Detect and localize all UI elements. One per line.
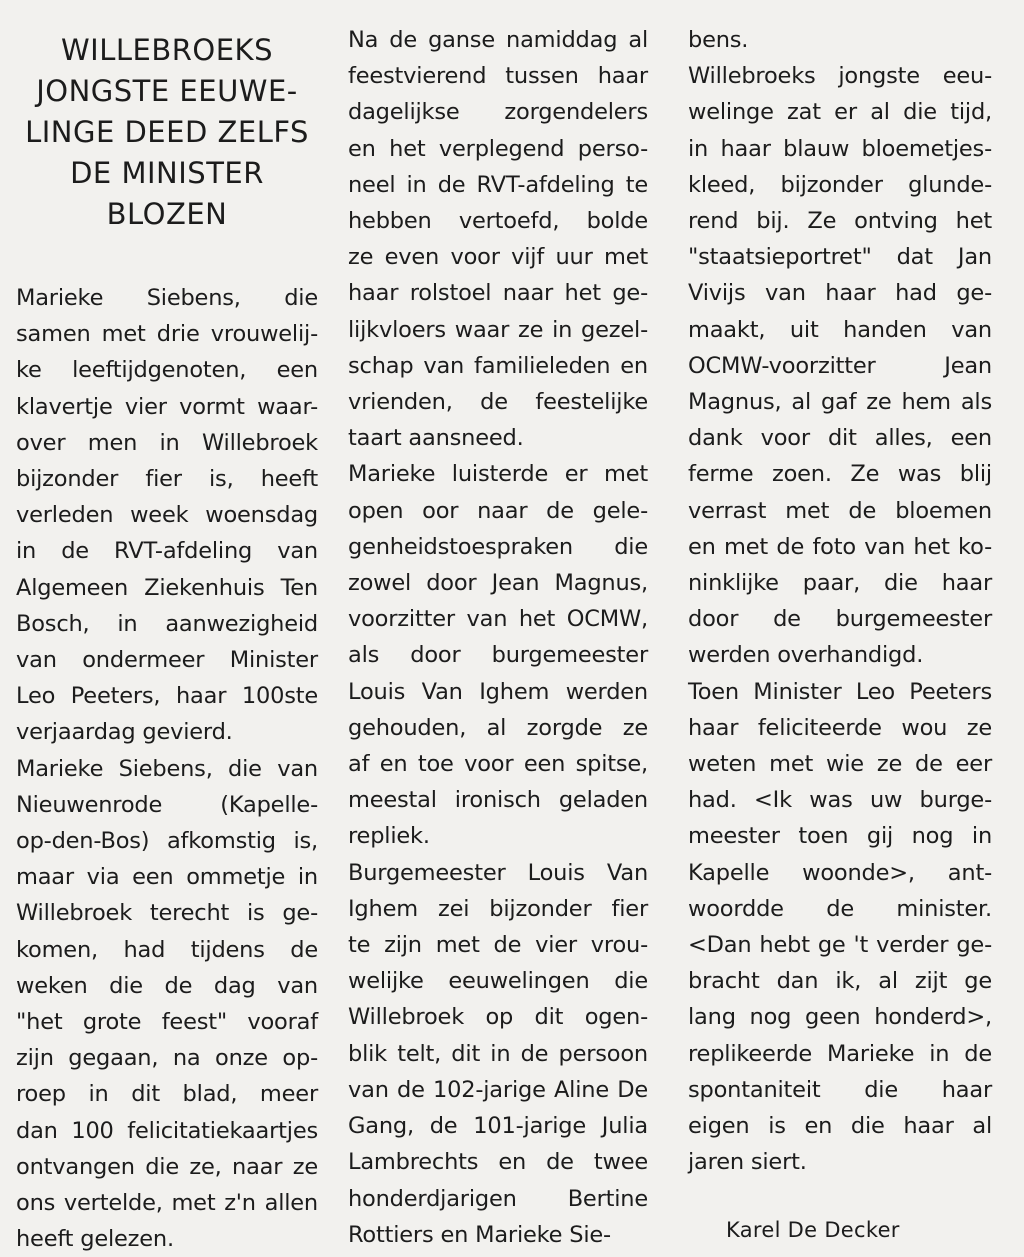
- text-line: blik telt, dit in de persoon: [348, 1040, 648, 1067]
- text-line: jaren siert.: [688, 1149, 807, 1176]
- text-line: bens.: [688, 27, 749, 53]
- text-line: gehouden, al zorgde ze: [348, 714, 648, 741]
- text-line: welinge zat er al die tijd,: [688, 99, 992, 126]
- text-line: af en toe voor een spitse,: [348, 751, 648, 778]
- text-line: bracht dan ik, al zijt ge: [688, 968, 992, 995]
- text-line: Magnus, al gaf ze hem als: [688, 389, 992, 416]
- column-1: [16, 22, 318, 1257]
- article-paragraph: [16, 280, 318, 751]
- text-line: te zijn met de vier vrou-: [348, 932, 648, 959]
- text-line: verjaardag gevierd.: [16, 719, 233, 746]
- text-line: maar via een ommetje in: [16, 864, 318, 891]
- text-line: woordde de minister.: [688, 895, 992, 922]
- headline-line: WILLEBROEKS: [61, 33, 273, 67]
- text-line: rend bij. Ze ontving het: [688, 208, 992, 235]
- text-line: Leo Peeters, haar 100ste: [16, 683, 318, 710]
- text-line: Rottiers en Marieke Sie-: [348, 1221, 611, 1248]
- text-line: heeft gelezen.: [16, 1226, 174, 1253]
- text-line: verrast met de bloemen: [688, 497, 992, 524]
- article-paragraph: [688, 58, 992, 673]
- text-line: Marieke Siebens, die van: [16, 755, 318, 782]
- text-line: bijzonder fier is, heeft: [16, 466, 318, 493]
- text-line: dagelijkse zorgendelers: [348, 99, 648, 126]
- text-line: Ighem zei bijzonder fier: [348, 895, 648, 922]
- text-line: op-den-Bos) afkomstig is,: [16, 828, 318, 855]
- text-line: <Dan hebt ge 't verder ge-: [688, 932, 992, 959]
- column-2-body: [348, 22, 648, 1253]
- text-line: Willebroek terecht is ge-: [16, 900, 318, 927]
- column-1-body: [16, 280, 318, 1257]
- text-line: maakt, uit handen van: [688, 316, 992, 343]
- headline-line: DE MINISTER: [70, 156, 264, 190]
- text-line: Lambrechts en de twee: [348, 1149, 648, 1176]
- text-line: ke leeftijdgenoten, een: [16, 357, 318, 384]
- text-line: feestvierend tussen haar: [348, 63, 648, 90]
- text-line: komen, had tijdens de: [16, 936, 318, 963]
- text-line: lijkvloers waar ze in gezel-: [348, 316, 648, 343]
- text-line: Nieuwenrode (Kapelle-: [16, 791, 318, 818]
- text-line: als door burgemeester: [348, 642, 648, 669]
- text-line: Bosch, in aanwezigheid: [16, 610, 318, 637]
- text-line: neel in de RVT-afdeling te: [348, 171, 648, 198]
- text-line: ferme zoen. Ze was blij: [688, 461, 992, 488]
- article-paragraph: [16, 751, 318, 1257]
- column-3-body: [688, 22, 992, 1181]
- text-line: open oor naar de gele-: [348, 497, 648, 524]
- text-line: in de RVT-afdeling van: [16, 538, 318, 565]
- text-line: van de 102-jarige Aline De: [348, 1076, 648, 1103]
- text-line: meester toen gij nog in: [688, 823, 992, 850]
- text-line: Marieke luisterde er met: [348, 461, 648, 488]
- text-line: Louis Van Ighem werden: [348, 678, 648, 705]
- text-line: ninklijke paar, die haar: [688, 570, 992, 597]
- text-line: weken die de dag van: [16, 972, 318, 999]
- text-line: "staatsieportret" dat Jan: [688, 244, 992, 271]
- text-line: dank voor dit alles, een: [688, 425, 992, 452]
- text-line: in haar blauw bloemetjes-: [688, 135, 992, 162]
- text-line: had. <Ik was uw burge-: [688, 787, 992, 814]
- text-line: hebben vertoefd, bolde: [348, 208, 648, 235]
- text-line: ontvangen die ze, naar ze: [16, 1153, 318, 1180]
- article-paragraph: [688, 22, 992, 58]
- text-line: Marieke Siebens, die: [16, 285, 318, 311]
- text-line: klavertje vier vormt waar-: [16, 393, 318, 420]
- text-line: werden overhandigd.: [688, 642, 924, 669]
- text-line: Willebroeks jongste eeu-: [688, 63, 992, 90]
- headline-line: BLOZEN: [106, 197, 228, 231]
- text-line: Na de ganse namiddag al: [348, 27, 648, 53]
- text-line: Toen Minister Leo Peeters: [688, 678, 992, 705]
- text-line: meestal ironisch geladen: [348, 787, 648, 814]
- text-line: haar feliciteerde wou ze: [688, 714, 992, 741]
- text-line: replikeerde Marieke in de: [688, 1040, 992, 1067]
- text-line: Willebroek op dit ogen-: [348, 1004, 648, 1031]
- text-line: vrienden, de feestelijke: [348, 389, 648, 416]
- text-line: dan 100 felicitatiekaartjes: [16, 1117, 318, 1144]
- text-line: over men in Willebroek: [16, 429, 318, 456]
- text-line: Gang, de 101-jarige Julia: [348, 1113, 648, 1140]
- text-line: en met de foto van het ko-: [688, 533, 992, 560]
- text-line: door de burgemeester: [688, 606, 992, 633]
- text-line: en het verplegend perso-: [348, 135, 648, 162]
- text-line: eigen is en die haar al: [688, 1113, 992, 1140]
- article-paragraph: [348, 22, 648, 456]
- text-line: haar rolstoel naar het ge-: [348, 280, 648, 307]
- text-line: zijn gegaan, na onze op-: [16, 1045, 318, 1072]
- text-line: verleden week woensdag: [16, 502, 318, 529]
- text-line: Vivijs van haar had ge-: [688, 280, 992, 307]
- text-line: OCMW-voorzitter Jean: [688, 352, 992, 379]
- text-line: "het grote feest" vooraf: [16, 1009, 318, 1036]
- headline-line: JONGSTE EEUWE-: [36, 74, 298, 108]
- text-line: honderdjarigen Bertine: [348, 1185, 648, 1212]
- article-paragraph: [688, 674, 992, 1181]
- text-line: Kapelle woonde>, ant-: [688, 859, 992, 886]
- text-line: zowel door Jean Magnus,: [348, 570, 648, 597]
- text-line: welijke eeuwelingen die: [348, 968, 648, 995]
- text-line: repliek.: [348, 823, 430, 850]
- text-line: lang nog geen honderd>,: [688, 1004, 992, 1031]
- column-2: [348, 22, 648, 1253]
- article-paragraph: [348, 855, 648, 1253]
- text-line: genheidstoespraken die: [348, 533, 648, 560]
- text-line: ons vertelde, met z'n allen: [16, 1190, 318, 1217]
- headline-line: LINGE DEED ZELFS: [25, 115, 309, 149]
- text-line: schap van familieleden en: [348, 352, 648, 379]
- text-line: taart aansneed.: [348, 425, 524, 452]
- text-line: weten met wie ze de eer: [688, 751, 992, 778]
- article-paragraph: [348, 456, 648, 854]
- article-headline: [16, 30, 318, 280]
- column-3: [688, 22, 992, 1181]
- text-line: van ondermeer Minister: [16, 647, 318, 674]
- text-line: kleed, bijzonder glunde-: [688, 171, 992, 198]
- text-line: Burgemeester Louis Van: [348, 859, 648, 886]
- text-line: Algemeen Ziekenhuis Ten: [16, 574, 318, 601]
- text-line: ze even voor vijf uur met: [348, 244, 648, 271]
- text-line: samen met drie vrouwelij-: [16, 321, 318, 348]
- author-byline: Karel De Decker: [726, 1218, 900, 1242]
- text-line: voorzitter van het OCMW,: [348, 606, 648, 633]
- text-line: spontaniteit die haar: [688, 1076, 992, 1103]
- text-line: roep in dit blad, meer: [16, 1081, 318, 1108]
